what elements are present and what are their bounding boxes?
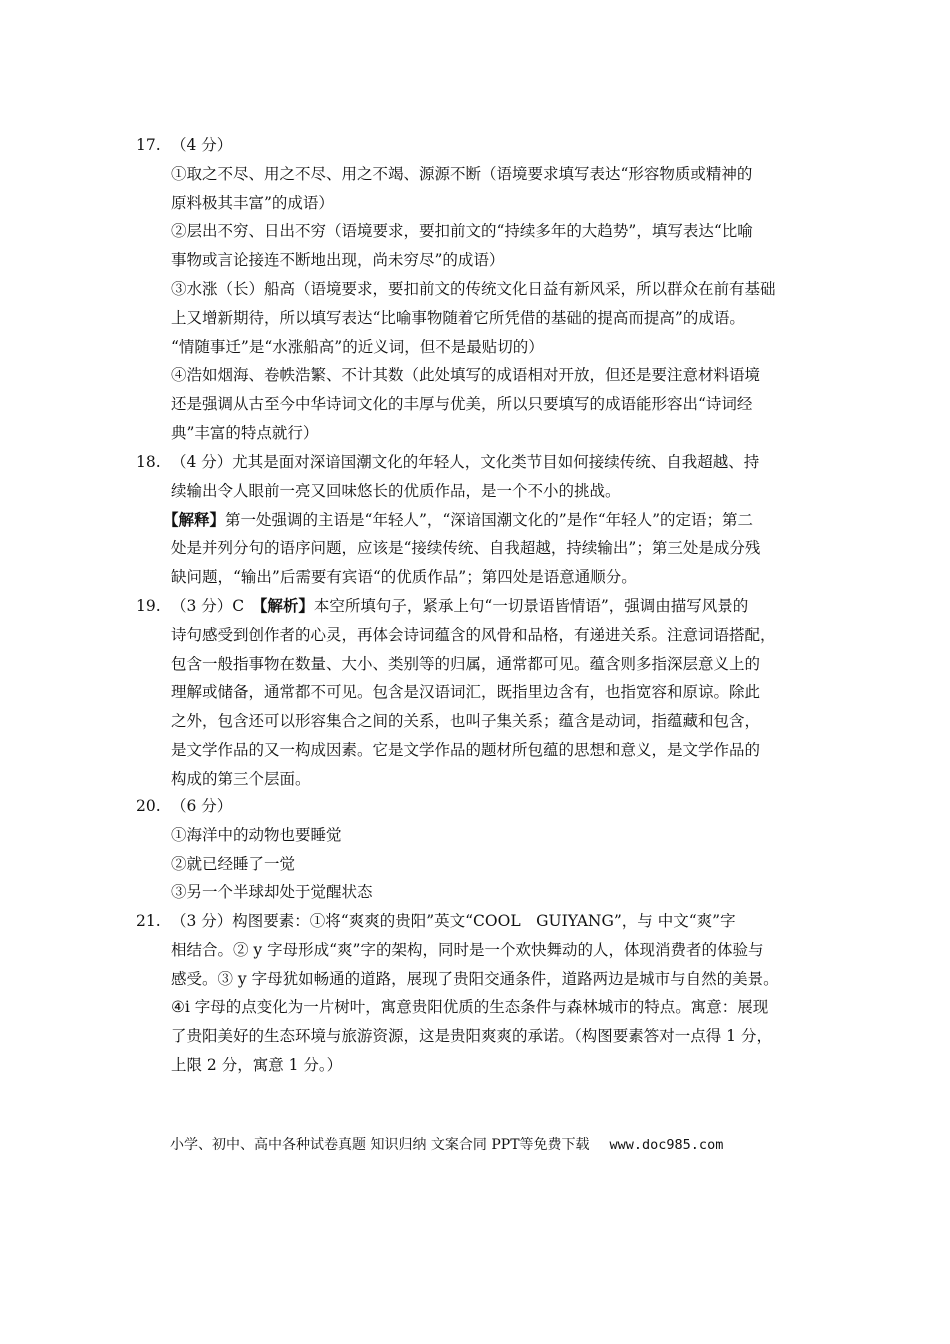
answer-line: 典”丰富的特点就行） <box>171 423 319 442</box>
question-number: 20. <box>136 797 161 815</box>
question-21 <box>136 907 836 1080</box>
answer-line: 上又增新期待，所以填写表达“比喻事物随着它所凭借的基础的提高而提高”的成语。 <box>171 308 745 327</box>
question-score: （4 分） <box>171 136 233 154</box>
question-18 <box>136 448 836 592</box>
analysis-line: 诗句感受到创作者的心灵，再体会诗词蕴含的风骨和品格，有递进关系。注意词语搭配， <box>171 625 776 644</box>
explanation-line <box>163 506 836 535</box>
answer-line: 事物或言论接连不断地出现，尚未穷尽”的成语） <box>171 251 505 270</box>
answer-line: ②层出不穷、日出不穷（语境要求，要扣前文的“持续多年的大趋势”，填写表达“比喻 <box>171 222 753 241</box>
explanation-text: 第一处强调的主语是“年轻人”，“深谙国潮文化的”是作“年轻人”的定语；第二 <box>225 510 754 529</box>
answer-line: ②就已经睡了一觉 <box>171 854 296 873</box>
answer-line: ③水涨（长）船高（语境要求，要扣前文的传统文化日益有新风采，所以群众在前有基础 <box>171 279 776 298</box>
answer-line <box>171 592 836 621</box>
answer-line: ①海洋中的动物也要睡觉 <box>171 825 342 844</box>
analysis-line: 之外，包含还可以形容集合之间的关系，也叫子集关系；蕴含是动词，指蕴藏和包含， <box>171 712 761 731</box>
question-body <box>171 792 836 907</box>
answer-line: （4 分）尤其是面对深谙国潮文化的年轻人，文化类节目如何接续传统、自我超越、持 <box>171 453 760 471</box>
question-17 <box>136 131 836 448</box>
answer-line: 原料极其丰富”的成语） <box>171 193 334 212</box>
question-number: 17. <box>136 136 161 154</box>
analysis-line: 构成的第三个层面。 <box>171 769 311 788</box>
page-footer <box>170 1133 830 1157</box>
analysis-line: 包含一般指事物在数量、大小、类别等的归属，通常都可见。蕴含则多指深层意义上的 <box>171 654 761 673</box>
answer-line: 了贵阳美好的生态环境与旅游资源，这是贵阳爽爽的承诺。（构图要素答对一点得 1 分， <box>171 1027 772 1046</box>
question-number: 19. <box>136 597 161 615</box>
answer-line: 续输出令人眼前一亮又回味悠长的优质作品，是一个不小的挑战。 <box>171 481 621 500</box>
answer-line: “情随事迁”是“水涨船高”的近义词，但不是最贴切的） <box>171 337 544 356</box>
explanation-label: 【解释】 <box>163 509 226 529</box>
question-score: （6 分） <box>171 797 233 815</box>
answer-line: 上限 2 分，寓意 1 分。） <box>171 1055 343 1074</box>
analysis-line: 是文学作品的又一构成因素。它是文学作品的题材所包蕴的思想和意义，是文学作品的 <box>171 740 761 759</box>
question-body <box>171 907 836 1080</box>
footer-text: 小学、初中、高中各种试卷真题 知识归纳 文案合同 PPT等免费下载 <box>170 1137 590 1153</box>
answer-line: （3 分）构图要素：①将“爽爽的贵阳”英文“COOL GUIYANG”，与 中文“爽”字 <box>171 912 736 930</box>
explanation-body <box>171 534 836 592</box>
question-body <box>171 448 836 506</box>
explanation-line: 缺问题，“输出”后需要有宾语“的优质作品”；第四处是语意通顺分。 <box>171 568 637 587</box>
answer-line: ④浩如烟海、卷帙浩繁、不计其数（此处填写的成语相对开放，但还是要注意材料语境 <box>171 366 761 385</box>
answer-line: ③另一个半球却处于觉醒状态 <box>171 883 373 902</box>
analysis-line: 理解或储备，通常都不可见。包含是汉语词汇，既指里边含有，也指宽容和原谅。除此 <box>171 683 761 702</box>
question-body <box>171 131 836 448</box>
question-body <box>171 592 836 794</box>
explanation-line: 处是并列分句的语序问题，应该是“接续传统、自我超越，持续输出”；第三处是成分残 <box>171 539 761 558</box>
answer-line: 还是强调从古至今中华诗词文化的丰厚与优美，所以只要填写的成语能形容出“诗词经 <box>171 395 753 414</box>
question-number: 21. <box>136 912 161 930</box>
answer-line: ①取之不尽、用之不尽、用之不竭、源源不断（语境要求填写表达“形容物质或精神的 <box>171 164 753 183</box>
answer-line: 感受。③ y 字母犹如畅通的道路，展现了贵阳交通条件，道路两边是城市与自然的美景。 <box>171 969 779 988</box>
answer-line: ④i 字母的点变化为一片树叶，寓意贵阳优质的生态条件与森林城市的特点。寓意：展现 <box>171 998 769 1017</box>
question-number: 18. <box>136 453 161 471</box>
question-20 <box>136 792 836 907</box>
answer-line: 相结合。② y 字母形成“爽”字的架构，同时是一个欢快舞动的人，体现消费者的体验与 <box>171 940 764 959</box>
question-score-answer: （3 分）C <box>171 597 260 615</box>
analysis-text: 本空所填句子，紧承上句“一切景语皆情语”，强调由描写风景的 <box>313 597 749 615</box>
analysis-label: 【解析】 <box>259 596 314 615</box>
footer-url[interactable]: www.doc985.com <box>609 1137 724 1153</box>
question-19 <box>136 592 836 794</box>
